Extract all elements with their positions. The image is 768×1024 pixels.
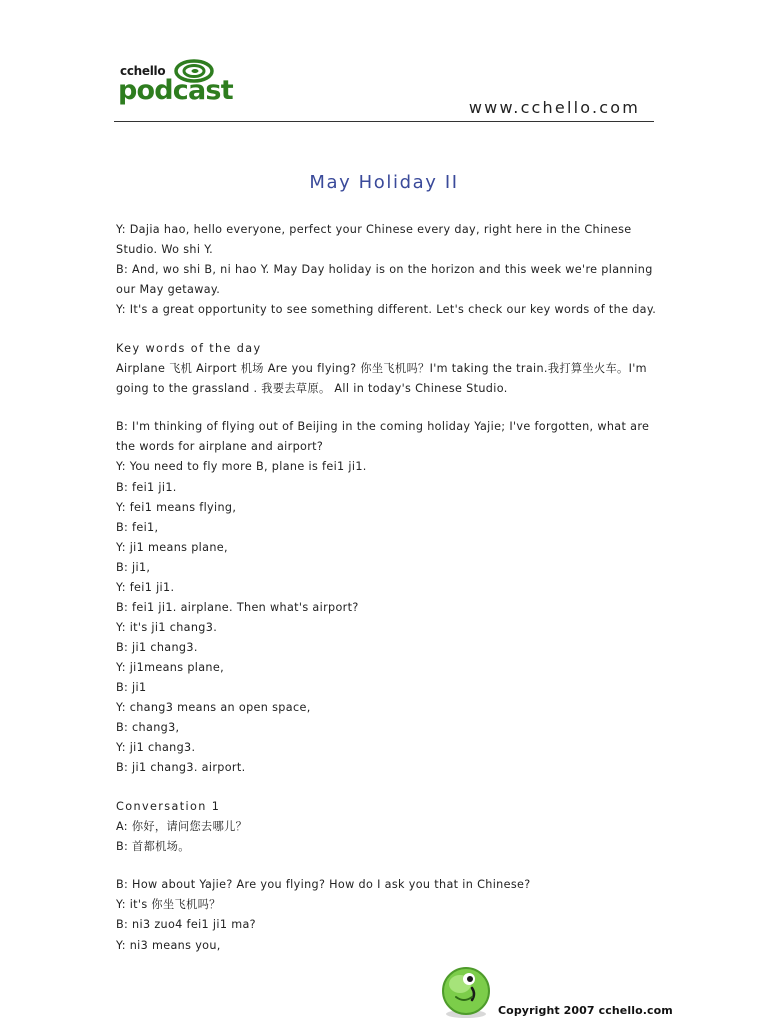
dialogue-line: Y: it's 你坐飞机吗？ (116, 898, 221, 912)
dialogue-line: Y: ji1 means plane, (116, 540, 228, 554)
conversation-line: B: 首都机场。 (116, 839, 190, 853)
copyright-text: Copyright 2007 cchello.com (498, 1004, 673, 1017)
intro-line: Y: Dajia hao, hello everyone, perfect your Chinese every day, right here in the Chinese Studio. Wo shi Y. (116, 223, 632, 257)
dialogue-line: B: ji1 chang3. (116, 640, 198, 654)
conversation-heading: Conversation 1 (116, 799, 221, 813)
keywords-text: Airplane 飞机 Airport 机场 Are you flying? 你坐飞机吗？I'm taking the train.我打算坐火车。I'm going to the grassland . 我要去草原。 All in today's Chinese Studio. (116, 361, 647, 395)
dialogue-line: Y: ni3 means you, (116, 938, 221, 952)
dialogue-line: Y: chang3 means an open space, (116, 701, 311, 715)
dialogue-line: Y: ji1means plane, (116, 660, 225, 674)
header-divider (114, 121, 654, 122)
dialogue-line: Y: fei1 ji1. (116, 580, 175, 594)
dialogue-line: Y: fei1 means flying, (116, 500, 237, 514)
dialogue-line: Y: ji1 chang3. (116, 741, 196, 755)
keywords-heading: Key words of the day (116, 341, 262, 355)
dialogue-line: Y: You need to fly more B, plane is fei1 ji1. (116, 460, 367, 474)
page-header (114, 58, 654, 122)
dialogue-line: B: fei1, (116, 520, 159, 534)
dialogue-line: Y: it's ji1 chang3. (116, 620, 218, 634)
dialogue-line: B: ji1 (116, 680, 147, 694)
site-url: www.cchello.com (468, 98, 640, 117)
dialogue-line: B: ji1, (116, 560, 151, 574)
page-title: May Holiday II (309, 172, 459, 193)
logo-small-text: cchello (120, 64, 166, 78)
cchello-podcast-logo (118, 58, 238, 110)
dialogue-line: B: chang3, (116, 721, 180, 735)
dialogue-line: B: How about Yajie? Are you flying? How do I ask you that in Chinese? (116, 878, 531, 892)
dialogue-line: B: fei1 ji1. airplane. Then what's airport? (116, 600, 359, 614)
dialogue-line: B: ni3 zuo4 fei1 ji1 ma? (116, 918, 256, 932)
cchello-mascot-icon (438, 964, 494, 1020)
conversation-line: A: 你好，请问您去哪儿？ (116, 819, 248, 833)
dialogue-line: B: fei1 ji1. (116, 480, 177, 494)
dialogue-line: B: ji1 chang3. airport. (116, 761, 246, 775)
document-body (116, 220, 661, 956)
logo-big-text: podcast (118, 75, 233, 106)
dialogue-line: B: I'm thinking of flying out of Beijing in the coming holiday Yajie; I've forgotten, what are the words for airplane and airport? (116, 420, 650, 454)
intro-line: B: And, wo shi B, ni hao Y. May Day holiday is on the horizon and this week we're planning our May getaway. (116, 263, 653, 297)
intro-line: Y: It's a great opportunity to see something different. Let's check our key words of the day. (116, 303, 657, 317)
